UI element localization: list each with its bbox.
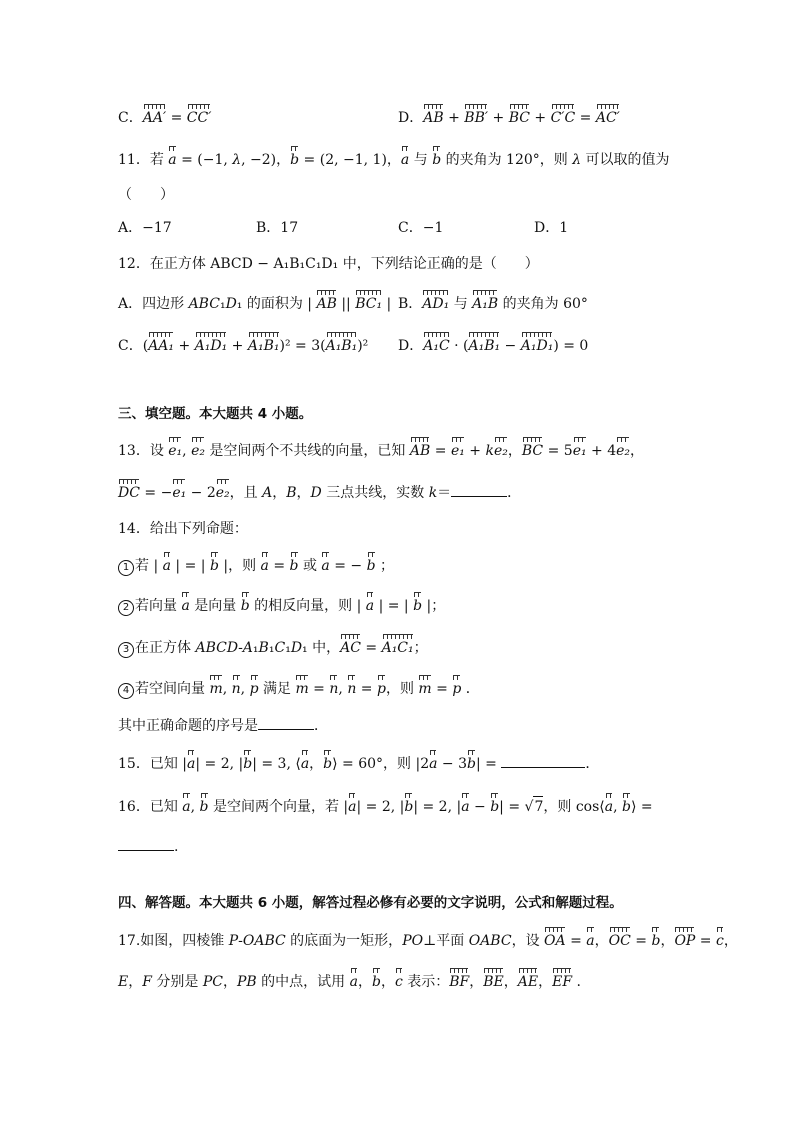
q11-stem: 11．若 a = (−1, λ, −2)，b = (2, −1, 1)，a 与 b 的夹角为 120°，则 λ 可以取的值为 bbox=[118, 152, 670, 168]
q11-option-a: A．−17 bbox=[118, 220, 172, 236]
q16: 16．已知 a, b 是空间两个向量，若 |a| = 2, |b| = 2, |a − b| = √7，则 cos⟨a, b⟩ = bbox=[118, 796, 653, 817]
q12-option-c: C．(AA₁ + A₁D₁ + A₁B₁)² = 3(A₁B₁)² bbox=[118, 338, 369, 354]
q14-answer: 其中正确命题的序号是 ． bbox=[118, 715, 328, 736]
vector-c-prime-c: C′C bbox=[550, 110, 576, 126]
q14-item-2: 2 若向量 a 是向量 b 的相反向量，则 | a | = | b |； bbox=[118, 596, 445, 616]
q12-option-b: B．AD₁ 与 A₁B 的夹角为 60° bbox=[398, 296, 588, 312]
q11-paren: （ ） bbox=[118, 187, 174, 203]
q11-option-d: D．1 bbox=[534, 220, 569, 236]
q17-line1: 17.如图，四棱锥 P-OABC 的底面为一矩形，PO⊥平面 OABC，设 OA = a，OC = b，OP = c， bbox=[118, 933, 738, 949]
vector-ab: AB bbox=[423, 110, 444, 126]
q12-option-a: A．四边形 ABC₁D₁ 的面积为 | AB || BC₁ | bbox=[118, 296, 392, 312]
vector-ac-prime: AC′ bbox=[595, 110, 620, 126]
section4-title: 四、解答题。本大题共 6 小题，解答过程必修有必要的文字说明，公式和解题过程。 bbox=[118, 895, 623, 911]
q13-line1: 13．设 e₁, e₂ 是空间两个不共线的向量，已知 AB = e₁ + ke₂，BC = 5e₁ + 4e₂， bbox=[118, 443, 645, 459]
q14-item-3: 3 在正方体 ABCD-A₁B₁C₁D₁ 中，AC = A₁C₁； bbox=[118, 638, 428, 658]
q11-options bbox=[118, 218, 568, 238]
q12-option-d: D．A₁C · (A₁B₁ − A₁D₁) = 0 bbox=[398, 338, 589, 354]
vector-cc-prime: CC′ bbox=[186, 110, 212, 126]
q15: 15．已知 |a| = 2, |b| = 3, ⟨a，b⟩ = 60°，则 |2a − 3b| = ． bbox=[118, 753, 599, 774]
section3-title: 三、填空题。本大题共 4 小题。 bbox=[118, 406, 313, 422]
q13-answer-blank[interactable] bbox=[451, 482, 507, 497]
q15-answer-blank[interactable] bbox=[501, 753, 585, 768]
q14-stem: 14．给出下列命题： bbox=[118, 521, 248, 537]
q16-answer: . bbox=[118, 836, 178, 857]
vector-bc: BC bbox=[508, 110, 530, 126]
q14-item-4: 4 若空间向量 m, n, p 满足 m = n, n = p，则 m = p ． bbox=[118, 679, 480, 699]
q13-line2: DC = −e₁ − 2e₂，且 A，B，D 三点共线，实数 k＝ ． bbox=[118, 482, 521, 503]
q14-item-1: 1 若 | a | = | b |，则 a = b 或 a = − b ； bbox=[118, 556, 394, 576]
vector-bb-prime: BB′ bbox=[464, 110, 489, 126]
q11-option-c: C．−1 bbox=[398, 220, 444, 236]
q16-answer-blank[interactable] bbox=[118, 836, 174, 851]
vector-aa-prime: AA′ bbox=[142, 110, 167, 126]
q11-option-b: B．17 bbox=[256, 220, 299, 236]
q14-answer-label: 其中正确命题的序号是 bbox=[118, 718, 258, 734]
q10-option-d: D．AB + BB′ + BC + C′C = AC′ bbox=[398, 110, 620, 126]
q12-stem: 12．在正方体 ABCD − A₁B₁C₁D₁ 中，下列结论正确的是（ ） bbox=[118, 256, 539, 272]
q14-answer-blank[interactable] bbox=[258, 715, 314, 730]
q17-line2: E，F 分别是 PC，PB 的中点，试用 a，b，c 表示：BF，BE，AE，EF . bbox=[118, 974, 581, 990]
q10-option-c: C．AA′ = CC′ bbox=[118, 110, 212, 126]
